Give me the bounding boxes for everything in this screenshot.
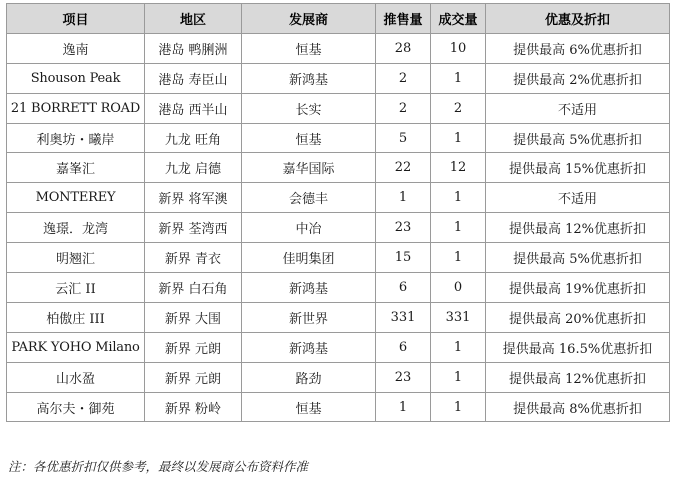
table-row	[7, 273, 670, 303]
cell-project: MONTEREY	[7, 183, 145, 213]
cell-discount: 不适用	[486, 183, 670, 213]
cell-region: 新界 将军澳	[145, 183, 242, 213]
cell-units-sold: 1	[431, 123, 486, 153]
cell-region: 新界 荃湾西	[145, 213, 242, 243]
cell-discount: 提供最高 5%优惠折扣	[486, 123, 670, 153]
cell-units-offered: 6	[376, 273, 431, 303]
cell-discount: 提供最高 8%优惠折扣	[486, 392, 670, 422]
cell-project: 利奥坊・曦岸	[7, 123, 145, 153]
cell-developer: 中冶	[242, 213, 376, 243]
cell-project: 21 BORRETT ROAD	[7, 93, 145, 123]
cell-units-offered: 6	[376, 332, 431, 362]
cell-developer: 新鸿基	[242, 273, 376, 303]
cell-units-offered: 22	[376, 153, 431, 183]
cell-region: 新界 大围	[145, 302, 242, 332]
cell-discount: 提供最高 6%优惠折扣	[486, 33, 670, 63]
cell-units-sold: 10	[431, 33, 486, 63]
cell-units-sold: 1	[431, 183, 486, 213]
cell-units-offered: 23	[376, 213, 431, 243]
cell-project: PARK YOHO Milano	[7, 332, 145, 362]
cell-units-offered: 28	[376, 33, 431, 63]
cell-units-sold: 1	[431, 362, 486, 392]
cell-discount: 不适用	[486, 93, 670, 123]
table-row	[7, 33, 670, 63]
table-row	[7, 183, 670, 213]
cell-region: 新界 元朗	[145, 362, 242, 392]
header-row	[7, 4, 670, 34]
cell-discount: 提供最高 2%优惠折扣	[486, 63, 670, 93]
cell-units-sold: 1	[431, 332, 486, 362]
cell-region: 港岛 鸭脷洲	[145, 33, 242, 63]
cell-units-offered: 2	[376, 63, 431, 93]
column-header-units-sold: 成交量	[431, 4, 486, 34]
cell-units-offered: 331	[376, 302, 431, 332]
cell-developer: 新鸿基	[242, 332, 376, 362]
cell-units-offered: 5	[376, 123, 431, 153]
cell-units-offered: 15	[376, 243, 431, 273]
table-row	[7, 123, 670, 153]
table-row	[7, 302, 670, 332]
cell-region: 新界 青衣	[145, 243, 242, 273]
table-row	[7, 392, 670, 422]
cell-developer: 佳明集团	[242, 243, 376, 273]
column-header-region: 地区	[145, 4, 242, 34]
cell-units-sold: 1	[431, 243, 486, 273]
cell-units-sold: 2	[431, 93, 486, 123]
cell-discount: 提供最高 20%优惠折扣	[486, 302, 670, 332]
cell-project: 高尔夫・御苑	[7, 392, 145, 422]
cell-project: 山水盈	[7, 362, 145, 392]
cell-discount: 提供最高 12%优惠折扣	[486, 213, 670, 243]
cell-discount: 提供最高 12%优惠折扣	[486, 362, 670, 392]
cell-developer: 路劲	[242, 362, 376, 392]
cell-discount: 提供最高 19%优惠折扣	[486, 273, 670, 303]
column-header-units-offered: 推售量	[376, 4, 431, 34]
cell-units-sold: 1	[431, 63, 486, 93]
cell-units-offered: 23	[376, 362, 431, 392]
cell-units-sold: 12	[431, 153, 486, 183]
cell-project: 逸南	[7, 33, 145, 63]
table-header	[7, 4, 670, 34]
table-row	[7, 332, 670, 362]
cell-units-sold: 0	[431, 273, 486, 303]
cell-developer: 长实	[242, 93, 376, 123]
cell-region: 新界 粉岭	[145, 392, 242, 422]
promotion-table	[6, 3, 670, 422]
cell-region: 新界 元朗	[145, 332, 242, 362]
cell-region: 九龙 旺角	[145, 123, 242, 153]
cell-developer: 嘉华国际	[242, 153, 376, 183]
table-body	[7, 33, 670, 422]
cell-developer: 新世界	[242, 302, 376, 332]
table-row	[7, 93, 670, 123]
cell-discount: 提供最高 16.5%优惠折扣	[486, 332, 670, 362]
table-row	[7, 213, 670, 243]
cell-developer: 恒基	[242, 123, 376, 153]
cell-region: 新界 白石角	[145, 273, 242, 303]
cell-project: 明翘汇	[7, 243, 145, 273]
table-row	[7, 63, 670, 93]
cell-region: 港岛 西半山	[145, 93, 242, 123]
footnote: 注：各优惠折扣仅供参考，最终以发展商公布资料作准	[8, 459, 309, 474]
cell-developer: 恒基	[242, 33, 376, 63]
cell-units-offered: 1	[376, 183, 431, 213]
cell-units-sold: 1	[431, 392, 486, 422]
cell-developer: 恒基	[242, 392, 376, 422]
cell-units-offered: 2	[376, 93, 431, 123]
column-header-project: 项目	[7, 4, 145, 34]
cell-project: 云汇 II	[7, 273, 145, 303]
cell-developer: 新鸿基	[242, 63, 376, 93]
cell-units-sold: 1	[431, 213, 486, 243]
table-row	[7, 153, 670, 183]
cell-developer: 会德丰	[242, 183, 376, 213]
cell-discount: 提供最高 15%优惠折扣	[486, 153, 670, 183]
column-header-developer: 发展商	[242, 4, 376, 34]
cell-project: 柏傲庄 III	[7, 302, 145, 332]
cell-region: 港岛 寿臣山	[145, 63, 242, 93]
table-row	[7, 362, 670, 392]
cell-project: 嘉峯汇	[7, 153, 145, 183]
cell-discount: 提供最高 5%优惠折扣	[486, 243, 670, 273]
cell-project: 逸璟．龙湾	[7, 213, 145, 243]
column-header-discount: 优惠及折扣	[486, 4, 670, 34]
cell-region: 九龙 启德	[145, 153, 242, 183]
table-row	[7, 243, 670, 273]
cell-units-sold: 331	[431, 302, 486, 332]
cell-project: Shouson Peak	[7, 63, 145, 93]
cell-units-offered: 1	[376, 392, 431, 422]
